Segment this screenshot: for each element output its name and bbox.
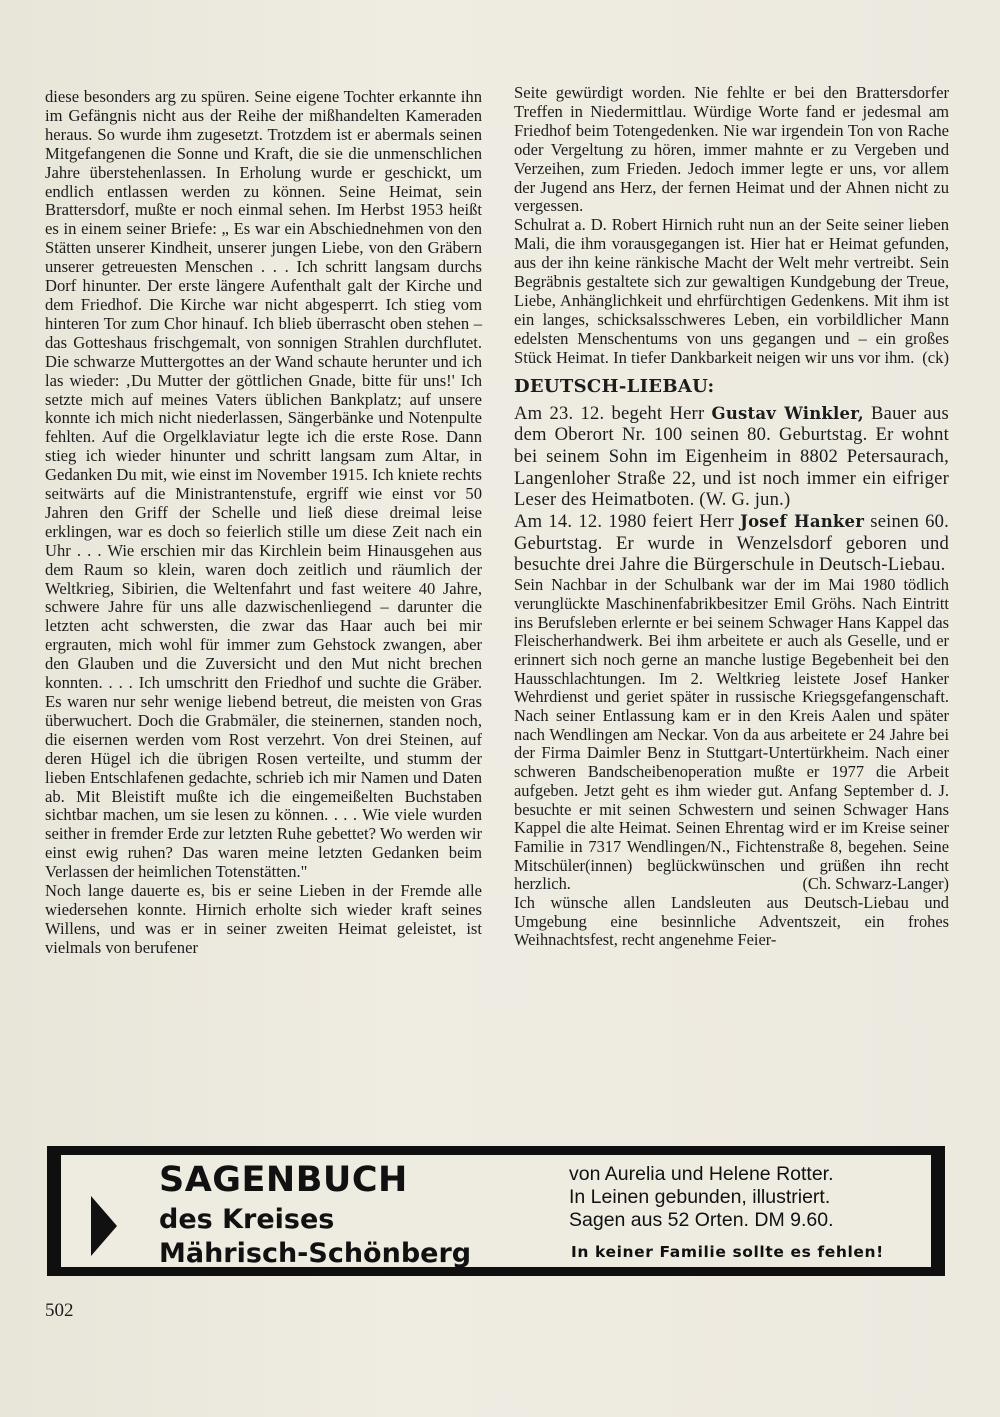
right-paragraph-closing: Ich wünsche allen Landsleuten aus Deutsch-Liebau und Umgebung eine besinnliche Adventszeit, ein frohes Weihnachtsfest, recht angenehme Feier- bbox=[514, 893, 949, 950]
advertisement-box bbox=[47, 1146, 945, 1276]
right-column bbox=[514, 84, 949, 950]
hanker-biography-text: Sein Nachbar in der Schulbank war der im Mai 1980 tödlich verunglückte Maschinenfabrikbesitzer Emil Gröhs. Nach Eintritt ins Berufsleben erlernte er bei seinem Schwager Hans Kappel das Fleischerhandwerk. Bei ihm arbeitete er auch als Geselle, und er erinnert sich noch gerne an manche lustige Begebenheit bei den Hausschlachtungen. Im 2. Weltkrieg leistete Josef Hanker Wehrdienst und geriet später in russische Kriegsgefangenschaft. Nach seiner Entlassung kam er in den Kreis Aalen und später nach Wendlingen am Neckar. Von da aus arbeitete er 24 Jahre bei der Firma Daimler Benz in Stuttgart-Untertürkheim. Nach einer schweren Bandscheibenoperation mußte er 1977 die Arbeit aufgeben. Jetzt geht es ihm wieder gut. Anfang September d. J. besuchte er mit seinen Schwestern und seinen Schwager Hans Kappel die alte Heimat. Seinen Ehrentag wird er im Kreise seiner Familie in 7317 Wendlingen/N., Fichtenstraße 8, begehen. Seine Mitschüler(innen) beglückwünschen und grüßen ihn recht herzlich. bbox=[514, 575, 949, 894]
section-heading-deutsch-liebau: DEUTSCH-LIEBAU: bbox=[514, 375, 715, 397]
winkler-body: Bauer aus dem Oberort Nr. 100 seinen 80. Geburtstag. Er wohnt bei seinem Sohn im Eigenheim in 8802 Petersaurach, Langenloher Straße 22, und ist noch immer ein eifriger Leser des Heimatboten. (W. G. jun.) bbox=[514, 402, 949, 511]
hanker-birthday-notice bbox=[514, 511, 949, 576]
page-number: 502 bbox=[45, 1300, 74, 1321]
winkler-birthday-notice bbox=[514, 403, 949, 512]
right-paragraph-1: Seite gewürdigt worden. Nie fehlte er bei den Brattersdorfer Treffen in Niedermittlau. Würdige Worte fand er jedesmal am Friedhof beim Totengedenken. Nie war irgendein Ton von Rache oder Vergeltung zu hören, immer mahnte er zu Vergeben und Verzeihen, zum Frieden. Jedoch immer legte er uns, vor allem der Jugend ans Herz, der fernen Heimat und der Ahnen nicht zu vergessen. bbox=[514, 83, 949, 216]
left-column bbox=[45, 88, 482, 958]
winkler-name: Gustav Winkler, bbox=[711, 403, 864, 423]
ad-title: SAGENBUCH bbox=[159, 1160, 408, 1200]
hanker-biography bbox=[514, 576, 949, 894]
ad-subtitle-1: des Kreises bbox=[159, 1204, 335, 1235]
left-paragraph-1: diese besonders arg zu spüren. Seine eigene Tochter erkannte ihn im Gefängnis nicht aus der Reihe der mißhandelten Kameraden heraus. So wurde ihm zugesetzt. Trotzdem ist er abermals seinen Mitgefangenen die Sonne und Kraft, die sie die unmenschlichen Jahre überstehenlassen. In Erholung wurde er geschickt, um endlich entlassen werden zu können. Seine Heimat, sein Brattersdorf, mußte er noch einmal sehen. Im Herbst 1953 heißt es in einem seiner Briefe: „ Es war ein Abschiednehmen von den Stätten unserer Kindheit, unserer jungen Liebe, von den Gräbern unserer getreuesten Menschen . . . Ich schritt langsam durchs Dorf hinunter. Der erste längere Aufenthalt galt der Kirche und dem Friedhof. Die Kirche war nicht abgesperrt. Ich stieg vom hinteren Tor zum Chor hinauf. Ich blieb überrascht oben stehen – das Gotteshaus frischgemalt, von sonnigen Strahlen durchflutet. Die schwarze Muttergottes an der Wand schaute herunter und ich las wieder: ‚Du Mutter der göttlichen Gnade, bitte für uns!' Ich setzte mich auf meines Vaters üblichen Bankplatz; auf unsere konnte ich mich nicht niederlassen, Sängerbänke und Notenpulte fehlten. Auf die Orgelklaviatur legte ich die erste Rose. Dann stieg ich wieder hinunter und schritt langsam zum Altar, in Gedanken Du mit, wie einst im November 1915. Ich kniete rechts seitwärts auf die Ministrantenstufe, ergriff wie einst vor 50 Jahren den Griff der Schelle und ließ diese dreimal leise erklingen, war es doch so feierlich stille um diese Zeit nach ein Uhr . . . Wie erschien mir das Kirchlein beim Hinausgehen aus dem Raum so klein, waren doch zeitlich und räumlich der Weltkrieg, Sibirien, die Weltenfahrt und fast weitere 40 Jahre, schwere Jahre für uns alle dazwischenliegend – darunter die letzten acht schwersten, die zwar das Haar auch bei mir ergrauten, mich wohl für immer zum Gehstock zwangen, aber den Glauben und die Zuversicht und den Mut nicht brechen konnten. . . . Ich umschritt den Friedhof und suchte die Gräber. Es waren nur sehr wenige liebend betreut, die meisten von Gras überwuchert. Doch die Grabmäler, die steinernen, standen noch, die eisernen werden vom Rost verzehrt. Von drei Steinen, auf deren Hügel ich die übrigen Rosen verteilte, und stumm der lieben Entschlafenen gedachte, schrieb ich mir Namen und Daten ab. Mit Bleistift mußte ich die eingemeißelten Buchstaben sichtbar machen, um sie lesen zu können. . . . Wie viele wurden seither in fremder Erde zur letzten Ruhe gebettet? Wo werden wir einst ewig ruhen? Das waren meine letzten Gedanken beim Verlassen der heimlichen Totenstätten." bbox=[45, 87, 482, 882]
hanker-intro: Am 14. 12. 1980 feiert Herr bbox=[514, 511, 734, 533]
ad-info-line-3: Sagen aus 52 Orten. DM 9.60. bbox=[569, 1209, 834, 1231]
author-signature-ck: (ck) bbox=[922, 347, 949, 367]
ad-info bbox=[569, 1163, 834, 1232]
left-paragraph-2: Noch lange dauerte es, bis er seine Lieben in der Fremde alle wiedersehen konnte. Hirnich erholte sich wieder kraft seines Willens, und was er in seiner zweiten Heimat geleistet, ist vielmals von berufener bbox=[45, 881, 482, 957]
winkler-intro: Am 23. 12. begeht Herr bbox=[514, 402, 705, 424]
ad-slogan: In keiner Familie sollte es fehlen! bbox=[571, 1243, 884, 1261]
hanker-body: seinen 60. Geburtstag. Er wurde in Wenzelsdorf geboren und besuchte drei Jahre die Bürgerschule in Deutsch-Liebau. bbox=[514, 511, 949, 576]
ad-subtitle-2: Mährisch-Schönberg bbox=[159, 1238, 472, 1269]
ad-info-line-1: von Aurelia und Helene Rotter. bbox=[569, 1163, 834, 1185]
ad-info-line-2: In Leinen gebunden, illustriert. bbox=[569, 1186, 831, 1208]
author-signature-schwarz-langer: (Ch. Schwarz-Langer) bbox=[802, 874, 949, 894]
right-paragraph-2-text: Schulrat a. D. Robert Hirnich ruht nun an der Seite seiner lieben Mali, die ihm vorausgegangen ist. Hier hat er Heimat gefunden, aus der ihn keine ränkische Macht der Welt mehr vertreibt. Sein Begräbnis gestaltete sich zur gewaltigen Kundgebung der Treue, Liebe, Anhänglichkeit und ehrfürchtigen Gedenkens. Mit ihm ist ein langes, schicksalsschweres Leben, ein vorbildlicher Mann edelsten Menschentums von uns gegangen und – ein großes Stück Heimat. In tiefer Dankbarkeit neigen wir uns vor ihm. bbox=[514, 215, 949, 367]
arrow-right-icon bbox=[91, 1196, 117, 1256]
hanker-name: Josef Hanker bbox=[740, 512, 865, 532]
advertisement-panel bbox=[61, 1155, 931, 1267]
right-paragraph-2 bbox=[514, 216, 949, 367]
